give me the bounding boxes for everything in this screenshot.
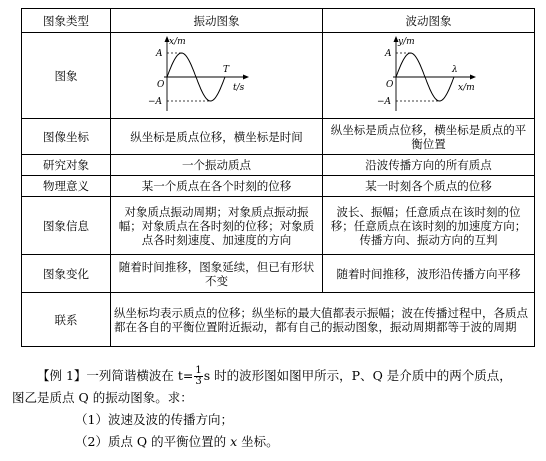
row-change: [22, 255, 535, 293]
wave-y-axis-label: y/m: [397, 37, 415, 47]
wave-cell: 沿波传播方向的所有质点: [323, 155, 535, 176]
vib-period-label: T: [222, 65, 229, 75]
wave-cell: 纵坐标是质点位移，横坐标是质点的平衡位置: [323, 119, 535, 155]
row-label: 联系: [22, 293, 111, 347]
wave-graph: [324, 33, 534, 115]
vibration-graph-cell: [111, 33, 323, 119]
header-type: 图象类型: [22, 9, 111, 33]
vib-x-arrow: [243, 75, 249, 80]
wave-origin-label: O: [385, 80, 393, 90]
row-information: [22, 197, 535, 255]
row-label: 图像坐标: [22, 119, 111, 155]
row-object: [22, 155, 535, 176]
wave-amp-neg-label: −A: [376, 97, 391, 107]
question-2-end: 坐标。: [237, 434, 279, 449]
vib-amp-pos-label: A: [155, 49, 162, 59]
row-contact: [22, 293, 535, 347]
row-label: 图象变化: [22, 255, 111, 293]
row-meaning: [22, 176, 535, 197]
header-row: [22, 9, 535, 33]
fraction-numerator: 1: [195, 365, 202, 376]
row-coordinates: [22, 119, 535, 155]
header-wave: 波动图象: [323, 9, 535, 33]
vibration-cell: 某一个质点在各个时刻的位移: [111, 176, 323, 197]
vibration-cell: 随着时间推移，图象延续，但已有形状不变: [111, 255, 323, 293]
graph-row-label: 图象: [22, 33, 111, 119]
contact-cell: 纵坐标均表示质点的位移；纵坐标的最大值都表示振幅；波在传播过程中，各质点都在各自的平衡位置附近振动，都有自己的振动图象，振动周期都等于波的周期: [111, 293, 535, 347]
example-problem: [12, 365, 539, 453]
time-fraction: [194, 366, 202, 387]
wave-cell: 某一时刻各个质点的位移: [323, 176, 535, 197]
vibration-graph: [112, 33, 322, 115]
question-2: [49, 431, 539, 453]
comparison-table: [21, 8, 535, 347]
example-intro: 【例 1】一列简谐横波在 t=: [37, 368, 194, 383]
example-line-2: 图乙是质点 Q 的振动图象。求：: [12, 390, 193, 405]
vib-amp-neg-label: −A: [147, 97, 162, 107]
question-1: （1）波速及波的传播方向；: [75, 412, 233, 427]
wave-amp-pos-label: A: [384, 49, 391, 59]
wave-wavelength-label: λ: [451, 65, 458, 75]
row-label: 物理意义: [22, 176, 111, 197]
vib-x-axis-label: t/s: [232, 83, 244, 93]
wave-graph-cell: [323, 33, 535, 119]
vib-y-axis-label: x/m: [168, 37, 186, 47]
wave-x-axis-label: x/m: [457, 83, 475, 93]
example-line-1: [37, 365, 539, 387]
question-2-text: （2）质点 Q 的平衡位置的: [75, 434, 231, 449]
header-vibration: 振动图象: [111, 9, 323, 33]
wave-cell: 波长、振幅；任意质点在该时刻的位移；任意质点在该时刻的加速度方向；传播方向、振动方向的互判: [323, 197, 535, 255]
graph-row: [22, 33, 535, 119]
vibration-cell: 对象质点振动周期；对象质点振动振幅；对象质点在各时刻的位移；对象质点各时刻速度、加速度的方向: [111, 197, 323, 255]
vibration-cell: 一个振动质点: [111, 155, 323, 176]
wave-x-arrow: [470, 75, 476, 80]
vibration-cell: 纵坐标是质点位移，横坐标是时间: [111, 119, 323, 155]
example-intro-rest: s 时的波形图如图甲所示，P、Q 是介质中的两个质点，: [203, 368, 512, 383]
row-label: 图象信息: [22, 197, 111, 255]
fraction-denominator: 3: [195, 376, 202, 387]
row-label: 研究对象: [22, 155, 111, 176]
question-2-var: x: [230, 434, 238, 449]
wave-cell: 随着时间推移，波形沿传播方向平移: [323, 255, 535, 293]
vib-origin-label: O: [156, 80, 164, 90]
